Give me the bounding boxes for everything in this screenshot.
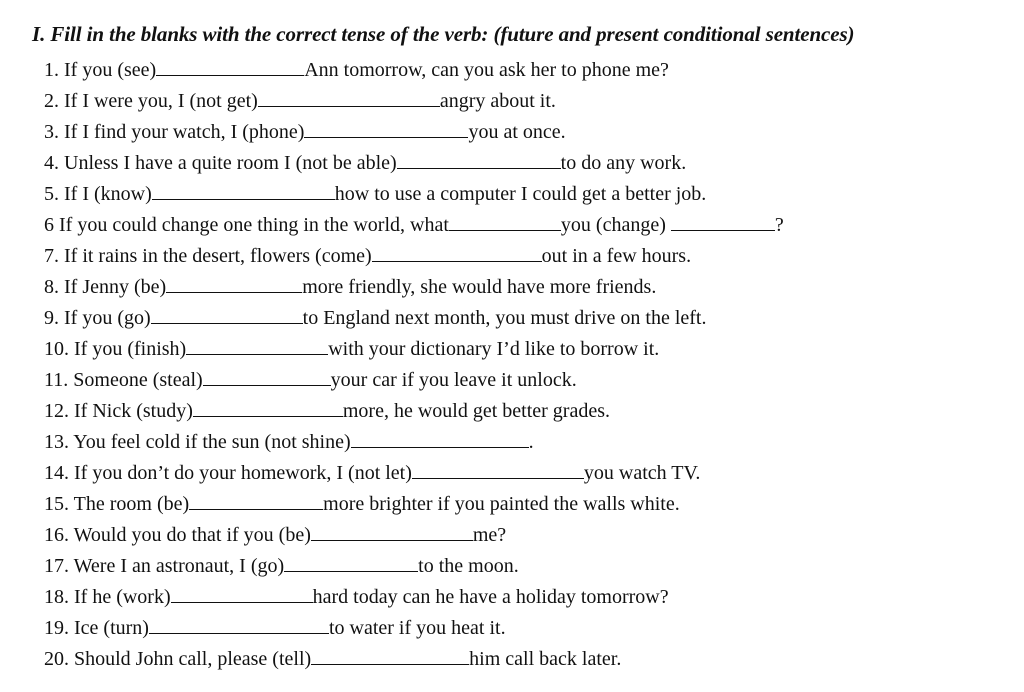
- answer-blank[interactable]: [186, 337, 328, 355]
- answer-blank[interactable]: [412, 461, 584, 479]
- item-text-after: ?: [774, 214, 784, 236]
- exercise-item-2: [44, 86, 1004, 117]
- item-text-before: 12. If Nick (study): [44, 400, 193, 422]
- answer-blank[interactable]: [671, 213, 775, 231]
- item-text-after: me?: [472, 524, 507, 546]
- item-text-after: more brighter if you painted the walls white.: [323, 493, 680, 515]
- exercise-item-10: [44, 334, 1004, 365]
- item-text-after: you at once.: [468, 121, 566, 143]
- item-text-after: him call back later.: [469, 648, 622, 670]
- answer-blank[interactable]: [304, 120, 468, 138]
- item-text-before: 2. If I were you, I (not get): [44, 90, 258, 112]
- answer-blank[interactable]: [193, 399, 343, 417]
- exercise-item-5: [44, 179, 1004, 210]
- exercise-item-4: [44, 148, 1004, 179]
- answer-blank[interactable]: [171, 585, 313, 603]
- item-text-after: .: [528, 431, 534, 453]
- item-text-before: 18. If he (work): [44, 586, 171, 608]
- item-text-after: to England next month, you must drive on the left.: [302, 307, 707, 329]
- exercise-item-1: [44, 55, 1004, 86]
- exercise-heading: I. Fill in the blanks with the correct tense of the verb: (future and present conditional sentences): [32, 22, 855, 46]
- exercise-item-9: [44, 303, 1004, 334]
- exercise-item-16: [44, 520, 1004, 551]
- item-text-after: out in a few hours.: [541, 245, 692, 267]
- exercise-list: [44, 55, 1004, 675]
- answer-blank[interactable]: [151, 306, 303, 324]
- answer-blank[interactable]: [397, 151, 561, 169]
- answer-blank[interactable]: [372, 244, 542, 262]
- item-text-after: hard today can he have a holiday tomorrow?: [312, 586, 669, 608]
- item-text-before: 14. If you don’t do your homework, I (not let): [44, 462, 412, 484]
- item-text-before: 17. Were I an astronaut, I (go): [44, 555, 285, 577]
- item-text-before: 9. If you (go): [44, 307, 151, 329]
- item-text-after: with your dictionary I’d like to borrow it.: [328, 338, 660, 360]
- exercise-item-12: [44, 396, 1004, 427]
- answer-blank[interactable]: [149, 616, 329, 634]
- answer-blank[interactable]: [156, 58, 304, 76]
- item-text-before: 16. Would you do that if you (be): [44, 524, 311, 546]
- item-text-before: 3. If I find your watch, I (phone): [44, 121, 305, 143]
- item-text-before: 10. If you (finish): [44, 338, 187, 360]
- answer-blank[interactable]: [311, 647, 469, 665]
- item-text-after: you watch TV.: [583, 462, 701, 484]
- item-text-before: 7. If it rains in the desert, flowers (come): [44, 245, 372, 267]
- exercise-item-14: [44, 458, 1004, 489]
- item-text-after: more, he would get better grades.: [342, 400, 610, 422]
- exercise-item-13: [44, 427, 1004, 458]
- item-text-after: your car if you leave it unlock.: [330, 369, 577, 391]
- item-text-before: 4. Unless I have a quite room I (not be able): [44, 152, 397, 174]
- answer-blank[interactable]: [351, 430, 529, 448]
- item-text-after: angry about it.: [439, 90, 556, 112]
- answer-blank[interactable]: [258, 89, 440, 107]
- exercise-item-11: [44, 365, 1004, 396]
- answer-blank[interactable]: [166, 275, 302, 293]
- exercise-item-19: [44, 613, 1004, 644]
- item-text-after: to do any work.: [560, 152, 687, 174]
- exercise-item-6: [44, 210, 1004, 241]
- item-text-after: how to use a computer I could get a better job.: [334, 183, 707, 205]
- item-text-before: 15. The room (be): [44, 493, 190, 515]
- item-text-after: to the moon.: [418, 555, 519, 577]
- item-text-before: 11. Someone (steal): [44, 369, 203, 391]
- item-text-before: 20. Should John call, please (tell): [44, 648, 312, 670]
- item-text-before: 6 If you could change one thing in the world, what: [44, 214, 449, 236]
- exercise-item-20: [44, 644, 1004, 675]
- item-text-after: Ann tomorrow, can you ask her to phone me?: [304, 59, 669, 81]
- answer-blank[interactable]: [203, 368, 331, 386]
- exercise-item-8: [44, 272, 1004, 303]
- exercise-item-15: [44, 489, 1004, 520]
- item-text-before: 13. You feel cold if the sun (not shine): [44, 431, 351, 453]
- item-text-after: to water if you heat it.: [328, 617, 506, 639]
- exercise-item-7: [44, 241, 1004, 272]
- item-text-before: 8. If Jenny (be): [44, 276, 167, 298]
- answer-blank[interactable]: [284, 554, 418, 572]
- answer-blank[interactable]: [152, 182, 335, 200]
- exercise-item-17: [44, 551, 1004, 582]
- exercise-item-18: [44, 582, 1004, 613]
- answer-blank[interactable]: [311, 523, 473, 541]
- item-text-before: 19. Ice (turn): [44, 617, 149, 639]
- item-text-middle: you (change): [560, 214, 666, 236]
- answer-blank[interactable]: [189, 492, 323, 510]
- exercise-item-3: [44, 117, 1004, 148]
- item-text-after: more friendly, she would have more friends.: [302, 276, 657, 298]
- item-text-before: 5. If I (know): [44, 183, 152, 205]
- answer-blank[interactable]: [449, 213, 561, 231]
- item-text-before: 1. If you (see): [44, 59, 157, 81]
